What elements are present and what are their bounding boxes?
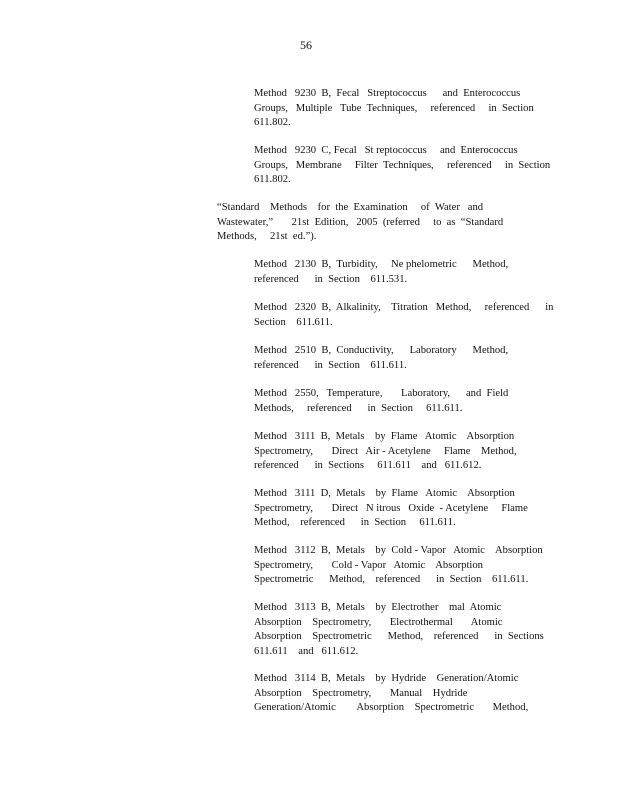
entry-line: Methods, referenced in Section 611.611.: [254, 402, 463, 414]
entry-line: Spectrometric Method, referenced in Section 611.611.: [254, 574, 529, 585]
reference-entry-method-3113b: [254, 601, 544, 659]
entry-line: Method 9230 C, Fecal St reptococcus and Enterococcus: [254, 145, 518, 156]
reference-entry-method-3114b: [254, 672, 528, 716]
entry-line: Method 3111 B, Metals by Flame Atomic Absorption: [254, 431, 515, 442]
reference-entry-method-2320b: [254, 301, 553, 330]
entry-line: referenced in Sections 611.611 and 611.612.: [254, 460, 482, 471]
reference-entry-method-2510b: [254, 344, 508, 373]
entry-line: 611.611 and 611.612.: [254, 645, 359, 657]
entry-line: referenced in Section 611.611.: [254, 359, 407, 371]
entry-line: Spectrometry, Direct Air - Acetylene Flame Method,: [254, 445, 517, 457]
entry-line: referenced in Section 611.531.: [254, 273, 408, 285]
entry-line: Spectrometry, Cold - Vapor Atomic Absorption: [254, 559, 483, 571]
entry-line: Method 2510 B, Conductivity, Laboratory Method,: [254, 345, 509, 356]
entry-line: “Standard Methods for the Examination of Water and: [217, 202, 484, 213]
entry-line: 611.802.: [254, 117, 291, 128]
reference-entry-method-3111b: [254, 430, 517, 474]
entry-line: Methods, 21st ed.”).: [217, 231, 317, 242]
entry-line: Method 3112 B, Metals by Cold - Vapor Atomic Absorption: [254, 545, 543, 556]
reference-entry-method-9230b: [254, 87, 534, 131]
entry-line: Method 9230 B, Fecal Streptococcus and Enterococcus: [254, 88, 521, 99]
entry-line: Method 3114 B, Metals by Hydride Generation/Atomic: [254, 673, 519, 684]
entry-line: Method, referenced in Section 611.611.: [254, 517, 456, 528]
entry-line: Groups, Membrane Filter Techniques, referenced in Section: [254, 159, 551, 171]
entry-line: Method 2550, Temperature, Laboratory, and Field: [254, 388, 509, 399]
entry-line: Absorption Spectrometric Method, referenced in Sections: [254, 631, 544, 642]
entry-line: 611.802.: [254, 174, 291, 185]
entry-line: Groups, Multiple Tube Techniques, referenced in Section: [254, 102, 534, 114]
reference-entry-method-3111d: [254, 487, 528, 531]
reference-entry-method-2550: [254, 387, 508, 416]
entry-line: Section 611.611.: [254, 316, 333, 328]
entry-line: Generation/Atomic Absorption Spectrometric Method,: [254, 702, 529, 713]
entry-line: Method 3111 D, Metals by Flame Atomic Absorption: [254, 488, 515, 499]
entry-line: Method 2130 B, Turbidity, Ne phelometric Method,: [254, 259, 509, 270]
entry-line: Method 2320 B, Alkalinity, Titration Method, referenced in: [254, 302, 554, 313]
reference-entry-method-3112b: [254, 544, 543, 588]
entry-line: Absorption Spectrometry, Manual Hydride: [254, 687, 468, 699]
reference-entry-standard-methods-21st: [217, 201, 503, 245]
page-number: 56: [300, 38, 312, 52]
reference-entry-method-2130b: [254, 258, 508, 287]
entry-line: Wastewater,” 21st Edition, 2005 (referred to as “Standard: [217, 216, 504, 228]
reference-entry-method-9230c: [254, 144, 550, 188]
entry-line: Method 3113 B, Metals by Electrother mal Atomic: [254, 602, 502, 613]
entry-line: Spectrometry, Direct N itrous Oxide - Acetylene Flame: [254, 502, 528, 514]
entry-line: Absorption Spectrometry, Electrothermal Atomic: [254, 616, 503, 628]
